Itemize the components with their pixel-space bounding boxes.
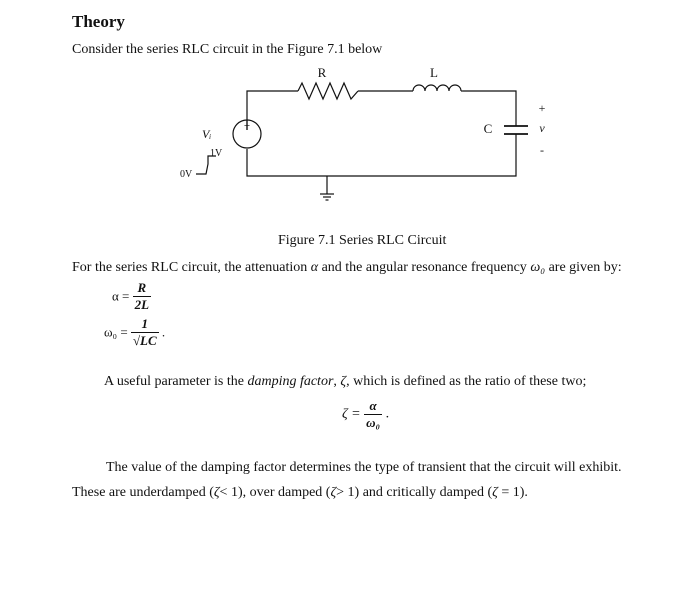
para4-text-c: > 1) and critically damped (: [336, 485, 493, 500]
label-v: v: [539, 121, 545, 135]
label-l: L: [430, 65, 438, 80]
label-cap-plus: +: [538, 101, 546, 115]
omega-symbol: ω₀: [530, 260, 546, 275]
figure-caption: Figure 7.1 Series RLC Circuit: [278, 233, 447, 248]
inductor-symbol: [413, 85, 461, 91]
label-1v: 1V: [210, 148, 223, 159]
para2-text-a: A useful parameter is the: [104, 374, 248, 389]
zeta-symbol-underdamped: ζ: [213, 485, 220, 500]
label-r: R: [317, 65, 327, 80]
equation-omega: [104, 316, 165, 349]
eq-omega-lhs: ω₀ =: [104, 324, 128, 340]
para4-text-d: = 1).: [497, 485, 528, 500]
eq-zeta-fraction: [364, 398, 382, 431]
eq-alpha-denominator: 2L: [134, 297, 150, 312]
eq-zeta-lhs: ζ =: [342, 406, 361, 422]
label-source-plus: +: [243, 120, 251, 132]
eq-alpha-lhs: α =: [112, 288, 130, 304]
label-vi: Vᵢ: [202, 127, 212, 141]
paragraph-damping-cases: [72, 485, 528, 501]
eq-zeta-numerator: α: [364, 398, 382, 415]
equation-zeta: [342, 398, 389, 431]
damping-factor-term: damping factor: [247, 374, 334, 389]
paragraph-transient-type: The value of the damping factor determines the type of transient that the circuit will exhibit.: [106, 460, 622, 475]
eq-omega-period: .: [161, 324, 166, 340]
eq-alpha-numerator: R: [133, 280, 151, 297]
eq-zeta-denominator: ω₀: [366, 415, 381, 430]
eq-zeta-period: .: [385, 406, 390, 422]
para1-text-a: For the series RLC circuit, the attenuation: [72, 260, 311, 275]
capacitor-symbol: [504, 126, 528, 138]
ground-symbol: [320, 176, 334, 200]
label-0v: 0V: [180, 169, 193, 180]
resistor-symbol: [298, 83, 358, 99]
para4-text-a: These are underdamped (: [72, 485, 214, 500]
para2-text-c: , which is defined as the ratio of these two;: [346, 374, 587, 389]
zeta-symbol: ζ: [340, 374, 347, 389]
section-heading: Theory: [72, 12, 125, 31]
paragraph-attenuation: [72, 260, 622, 276]
label-c: C: [483, 121, 493, 136]
eq-omega-fraction: [131, 316, 159, 349]
rlc-circuit-diagram: [170, 62, 570, 212]
intro-text: Consider the series RLC circuit in the Figure 7.1 below: [72, 42, 383, 57]
eq-omega-numerator: 1: [131, 316, 159, 333]
para2-text-b: ,: [333, 374, 341, 389]
zeta-symbol-critical: ζ: [492, 485, 498, 500]
eq-omega-denominator: √LC: [132, 333, 157, 348]
para1-text-b: and the angular resonance frequency: [318, 260, 531, 275]
label-cap-minus: -: [540, 143, 544, 157]
eq-alpha-fraction: [133, 280, 151, 313]
zeta-symbol-overdamped: ζ: [330, 485, 337, 500]
para1-text-c: are given by:: [545, 260, 622, 275]
paragraph-damping-factor: [104, 374, 586, 390]
circuit-wires: [247, 91, 516, 176]
alpha-symbol: α: [310, 260, 319, 275]
equation-alpha: [112, 280, 151, 313]
para4-text-b: < 1), over damped (: [219, 485, 331, 500]
